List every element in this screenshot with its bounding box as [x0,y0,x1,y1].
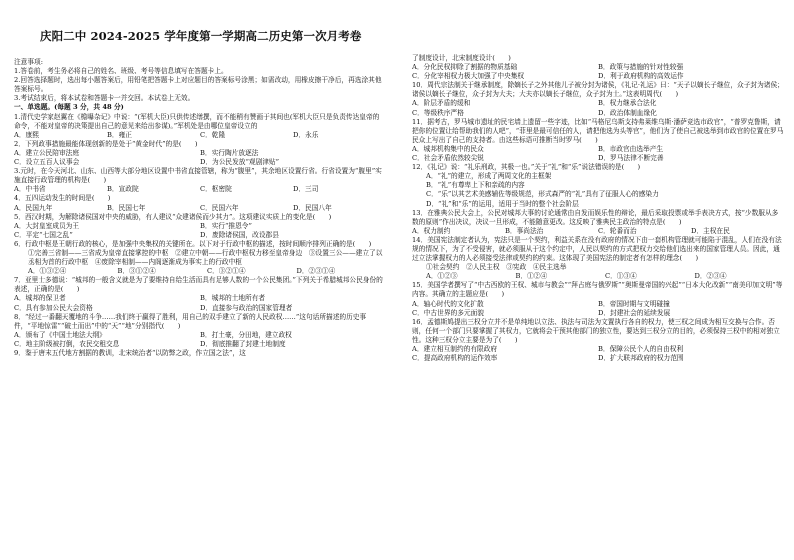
answer-option: A．轴心时代的文化扩散 [412,299,484,308]
answer-option: C．③②①④ [207,267,246,276]
question-stem: 16．孟德斯鸠提出三权分立并不是单纯地以立法、执法与司法为文置执行各自的权力，使三权之间成为相互交换与合作。否则，任何一个部门只要掌握了其权力，它就将会干预其他部门的独立性，要达到三权分立的目的，必须保持三权中的相对独立性。这种三权分立主要是为了( ) [412,317,780,344]
answer-option: D．直接参与政治的国家管理者 [200,303,293,312]
answer-option: D．主权在民 [691,226,730,235]
question [412,118,784,163]
answer-option: A．建立相互制约的有限政府 [412,345,498,353]
left-question-list [14,113,386,359]
answer-option: B．帝国时期与文明碰撞 [598,299,670,308]
notice-item: 2.回答选择题时，选出每小题答案后，用铅笔把答题卡上对应题目的答案标号涂黑；如需改动，用橡皮擦干净后，再选涂其他答案标号。 [14,76,382,94]
answer-option: C．枢密院 [200,185,232,194]
answer-option: C．“乐”以其艺术美感辅佐等级规范，形式森严的“礼”具有了征服人心的感染力 [426,190,659,199]
question-stem: 11．据考古，罗马城市遗址的民宅墙上遗留一些字迹，比如“马格尼乌斯支持弗莱维乌斯·潘萨竞选市政官”，“普罗克鲁斯，请把你的位置让给帮助我们的人吧”，“菲里是最可信任的人，请把他选为头等官”，他们为了使自己被选举到市政官的位置在罗马民众上写出了自己的支持者。由这些标语可推断当时罗马( ) [412,117,784,144]
answer-option: C．乾隆 [200,130,226,139]
answer-option: B．市政官由选举产生 [598,144,664,153]
section-heading: 一、单选题。(每题 3 分，共 48 分) [14,103,124,112]
answer-option: A．颁布了《中国土地法大纲》 [14,330,106,339]
answer-option: B．事尚法治 [505,226,544,235]
question-stem: 1.清代史学家赵翼在《檐曝杂记》中说：“(军机大臣)只供传述缮撰，而不能稍有赞画于其间也(军机大臣只是负责传达皇帝的命令，不能对皇帝的决策提出自己的意见来给出参谋)。”军机处是由哪位皇帝设立的 [14,112,380,130]
option-group [412,300,784,318]
question [412,81,784,117]
answer-option: C．平定“七国之乱” [14,230,73,239]
exam-title: 庆阳二中 2024-2025 学年度第一学期高二历史第一次月考卷 [40,29,362,43]
answer-option: A．分化民权抑除了割据的物质基础 [412,63,518,72]
answer-option: B．实行“推恩令” [200,221,252,230]
answer-option: B．政策与措施的针对性较强 [598,63,684,72]
answer-option: D．罗马法律不断完善 [598,154,664,163]
answer-option: B．实行陶片放逐法 [200,148,259,157]
option-group [412,272,784,281]
right-question-list [412,54,784,363]
answer-option: A．①②③ [426,272,458,281]
option-group [14,267,386,276]
answer-option: A．“礼”的建立，形成了两周文化的主框架 [426,172,552,181]
option-group [14,222,386,240]
answer-option: C．等级秩序严格 [412,108,464,117]
question [14,349,386,358]
question-stem: 15．美国学者撰写了“中古西欧的王权、城市与教会”“拜占庭与俄罗斯”“奥斯曼帝国的兴起”“日本大化改新”“南美印加文明”等内容。其确立的主题应是( ) [412,281,783,299]
answer-option: A．中书省 [14,185,46,194]
answer-option: B．权力继承合法化 [598,99,657,108]
answer-option: D．彻底推翻了封建土地制度 [200,339,286,348]
answer-option: B．③①②④ [117,267,156,276]
question [412,209,784,236]
question-stem: ①完善三省制——三省成为皇帝直接掌控的中枢 ②建立中朝——行政中枢权力移至皇帝身边 ③设置三公——建立了以丞相为首的行政中枢 ④废除宰相制——内阁逐渐成为事实上的行政中枢 [28,248,383,267]
question [14,249,386,276]
answer-option: C．具有参加公民大会资格 [14,303,93,312]
question-stem: 14．美国宪法制定者认为，宪法只是一个契约，利益关系在没有政府的情况下由一套机构管理就可能陷于混乱，人们在没有法规的情况下，为了不受侵害，就必须服从于这个约定中，人民以契约的方式把权力交给他们选出来的国家管理人员。因此，通过立法掌握权力的人必须接受法律或契约的约束。这体现了美国宪法的制定者有怎样的理念( ) [412,235,782,263]
question [14,194,386,212]
answer-option: B．保障公民个人的自由权利 [598,345,684,353]
question [14,240,386,249]
option-group [412,345,784,363]
question-stem: 8．“经过一番翻天覆地的斗争……我们终于赢得了胜利，用自己的双手建立了新的人民政权……”这句话所描述的历史事件，“平地惊雷”“破土而出”中的“天”“地”分别指代( ) [14,312,367,330]
option-group [412,263,784,272]
question [14,313,386,349]
question [412,281,784,317]
question-stem: 7．亚里士多德说：“城邦的一般含义就是为了要维持自给生活而具有足够人数的一个公民集团。”下列关于希腊城邦公民身份的表述，正确的是( ) [14,276,383,294]
answer-option: A．城邦机构集中的民众 [412,144,484,153]
answer-option: C．分化宰相权力极大加强了中央集权 [412,72,525,81]
answer-option: B．打土豪，分田地，建立政权 [200,330,292,339]
option-group [14,331,386,349]
answer-option: D．扩大联邦政府的权力范围 [598,354,684,363]
answer-option: A．阶层矛盾的缓和 [412,99,471,108]
answer-option: D．民国八年 [293,203,332,212]
answer-option: A．大封皇室成员为王 [14,221,80,230]
answer-option: D．②③①④ [296,267,336,276]
answer-option: D．为公民发放“观剧津贴” [200,158,280,167]
answer-option: D．②③④ [694,272,727,281]
option-group [14,149,386,167]
answer-option: D．政治体制血缘化 [598,108,657,117]
answer-option: A．康熙 [14,130,39,139]
question [14,276,386,312]
question [14,140,386,167]
option-group [412,99,784,117]
answer-option: C．①③④ [605,272,637,281]
question [412,54,784,81]
option-group [412,63,784,81]
option-group [412,227,784,236]
answer-option: B．宣政院 [107,185,139,194]
answer-option: A．①③②④ [28,267,67,276]
answer-option: C．中古世界的多元面貌 [412,308,484,317]
answer-option: C．轮番而治 [598,226,637,235]
question [412,318,784,363]
question-stem: 13．在雅典公民大会上，公民对城邦大事的讨论通常由自发而娱乐性的辩论，最后采取投票或举手表决方式，按“少数服从多数的原则”作出决议，决议一旦形成，不能随意更改。这反映了雅典民主政治的特点是( ) [412,208,779,226]
option-group [14,294,386,312]
question-stem: 了制度设计，北宋制度设计( ) [412,54,511,62]
answer-option: D．“礼”和“乐”的运用，适用于当时的整个社会阶层 [426,199,579,208]
answer-option: A．城邦的保卫者 [14,294,66,303]
option-group [14,204,386,213]
question [14,213,386,240]
answer-option: B．城邦的土地所有者 [200,294,266,303]
answer-option: D．三司 [293,185,319,194]
question-stem: 2．下列政事措施最能体现创新的是处于“黄金时代”的是( ) [14,139,198,148]
answer-option: C．社会矛盾依然较尖锐 [412,154,484,163]
option-group [14,131,386,140]
question [412,272,784,281]
notice-item: 1.答卷前，考生务必将自己的姓名、班级、考号等信息填写在答题卡上。 [14,67,228,76]
notice-item: 3.考试结束后，将本试卷和答题卡一并交回。本试卷上无效。 [14,94,195,103]
option-group [412,172,784,208]
answer-option: D．封建社会的延续发展 [598,308,671,317]
question-stem: 5．西汉时期，为解除诸侯国对中央的威胁，有人建议“众建诸侯而少其力”。这项建议实质上的变化是( ) [14,212,332,221]
left-column [14,58,386,358]
question-stem: 9．鉴于唐末五代地方割据的教训，北宋统治者“以防弊之政，作立国之法”，这 [14,349,246,357]
question-stem: 10．周代宗法制关于继承制度，除嫡长子之外其他儿子被分封为诸侯，《礼记·礼运》曰：“天子以嫡长子继位，众子封为诸侯；诸侯以嫡长子继位，众子封为大夫；大夫亦以嫡长子继位，众子封为士。”这表明周代( ) [412,81,784,99]
answer-option: C．设立五百人议事会 [14,158,80,167]
answer-option: ①社会契约 ②人民主权 ③宪政 ④民主选举 [426,263,567,272]
question [412,163,784,208]
answer-option: B．雍正 [107,130,132,139]
right-column [412,54,784,363]
option-group [412,145,784,163]
answer-option: C．地主阶级被打倒，农民交租交息 [14,339,120,348]
notice-heading: 注意事项: [14,58,44,66]
answer-option: B．①②④ [515,272,548,281]
answer-option: A．民国九年 [14,203,53,212]
question-stem: 3.元时，在今天河北、山东、山西等大部分地区设置中书省直接管辖，称为“腹里”，其余地区设置行省。行省设置为“腹里”实施直接行政管理的机构是( ) [14,167,382,185]
answer-option: D．永乐 [293,130,319,139]
answer-option: D．废除诸侯国，改设郡县 [200,230,279,239]
answer-option: D．利于政府机构的高效运作 [598,72,684,81]
question-stem: 6．行政中枢是王朝行政的核心，是加强中央集权的关键所在。以下对于行政中枢的描述，按时间顺序排列正确的是( ) [14,239,372,248]
answer-option: B．“礼”有尊卑上下和亲疏的内容 [426,181,525,190]
answer-option: C．提高政府机构的运作效率 [412,354,498,363]
question-stem: 12．《礼记》说：“礼乐刑政，其极一也。”关于“礼”和“乐”说法错误的是( ) [412,163,641,172]
answer-option: C．民国六年 [200,203,239,212]
question-stem: 4．五四运动发生的时间是( ) [14,194,111,203]
question [14,113,386,140]
answer-option: A．权力制约 [412,226,451,235]
answer-option: B．民国七年 [107,203,146,212]
question [412,236,784,272]
answer-option: A．建立公民陪审法庭 [14,148,80,157]
question [14,167,386,194]
